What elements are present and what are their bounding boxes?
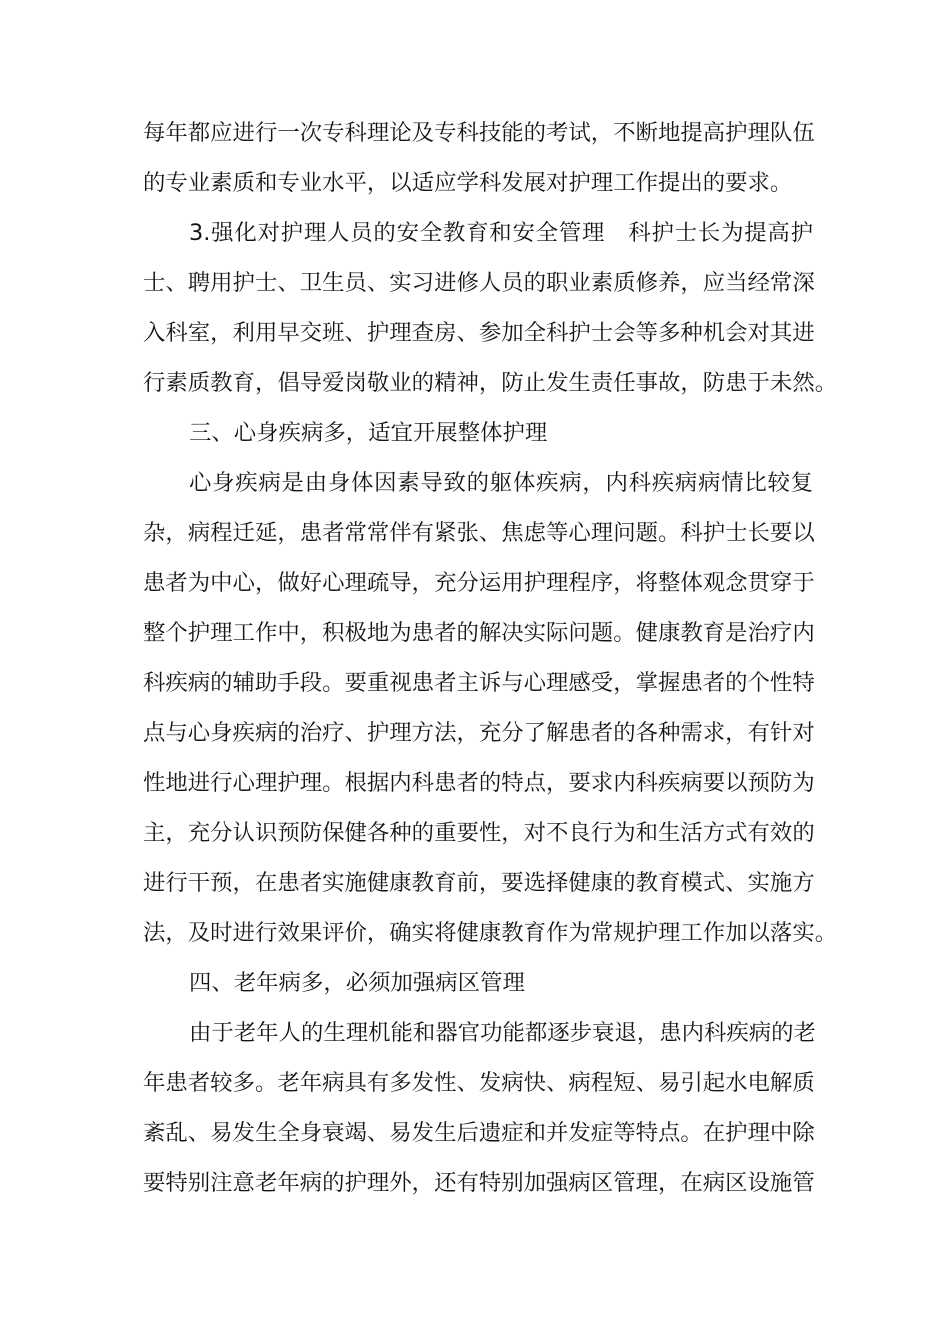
subsection-heading-line: 3.强化对护理人员的安全教育和安全管理 科护士长为提高护 [189, 220, 813, 246]
text-line: 法，及时进行效果评价，确实将健康教育作为常规护理工作加以落实。 [143, 920, 838, 946]
text-line: 杂，病程迁延，患者常常伴有紧张、焦虑等心理问题。科护士长要以 [143, 520, 815, 546]
text-line: 患者为中心，做好心理疏导，充分运用护理程序，将整体观念贯穿于 [143, 570, 815, 596]
text-line: 性地进行心理护理。根据内科患者的特点，要求内科疾病要以预防为 [143, 770, 815, 796]
text-line: 每年都应进行一次专科理论及专科技能的考试，不断地提高护理队伍 [143, 120, 815, 146]
text-line: 行素质教育，倡导爱岗敬业的精神，防止发生责任事故，防患于未然。 [143, 370, 838, 396]
text-line: 士、聘用护士、卫生员、实习进修人员的职业素质修养，应当经常深 [143, 270, 815, 296]
text-line: 心身疾病是由身体因素导致的躯体疾病，内科疾病病情比较复 [189, 470, 813, 496]
text-line: 进行干预，在患者实施健康教育前，要选择健康的教育模式、实施方 [143, 870, 815, 896]
text-line: 科疾病的辅助手段。要重视患者主诉与心理感受，掌握患者的个性特 [143, 670, 815, 696]
section-heading: 三、心身疾病多，适宜开展整体护理 [189, 420, 548, 446]
text-line: 的专业素质和专业水平，以适应学科发展对护理工作提出的要求。 [143, 170, 793, 196]
text-line: 由于老年人的生理机能和器官功能都逐步衰退，患内科疾病的老 [189, 1020, 816, 1046]
text-line: 主，充分认识预防保健各种的重要性，对不良行为和生活方式有效的 [143, 820, 815, 846]
text-line: 要特别注意老年病的护理外，还有特别加强病区管理，在病区设施管 [143, 1170, 815, 1196]
text-line: 年患者较多。老年病具有多发性、发病快、病程短、易引起水电解质 [143, 1070, 815, 1096]
text-line: 入科室，利用早交班、护理查房、参加全科护士会等多种机会对其进 [143, 320, 815, 346]
text-line: 点与心身疾病的治疗、护理方法，充分了解患者的各种需求，有针对 [143, 720, 815, 746]
document-body [143, 108, 838, 1208]
text-line: 紊乱、易发生全身衰竭、易发生后遗症和并发症等特点。在护理中除 [143, 1120, 815, 1146]
text-line: 整个护理工作中，积极地为患者的解决实际问题。健康教育是治疗内 [143, 620, 815, 646]
section-heading: 四、老年病多，必须加强病区管理 [189, 970, 525, 996]
